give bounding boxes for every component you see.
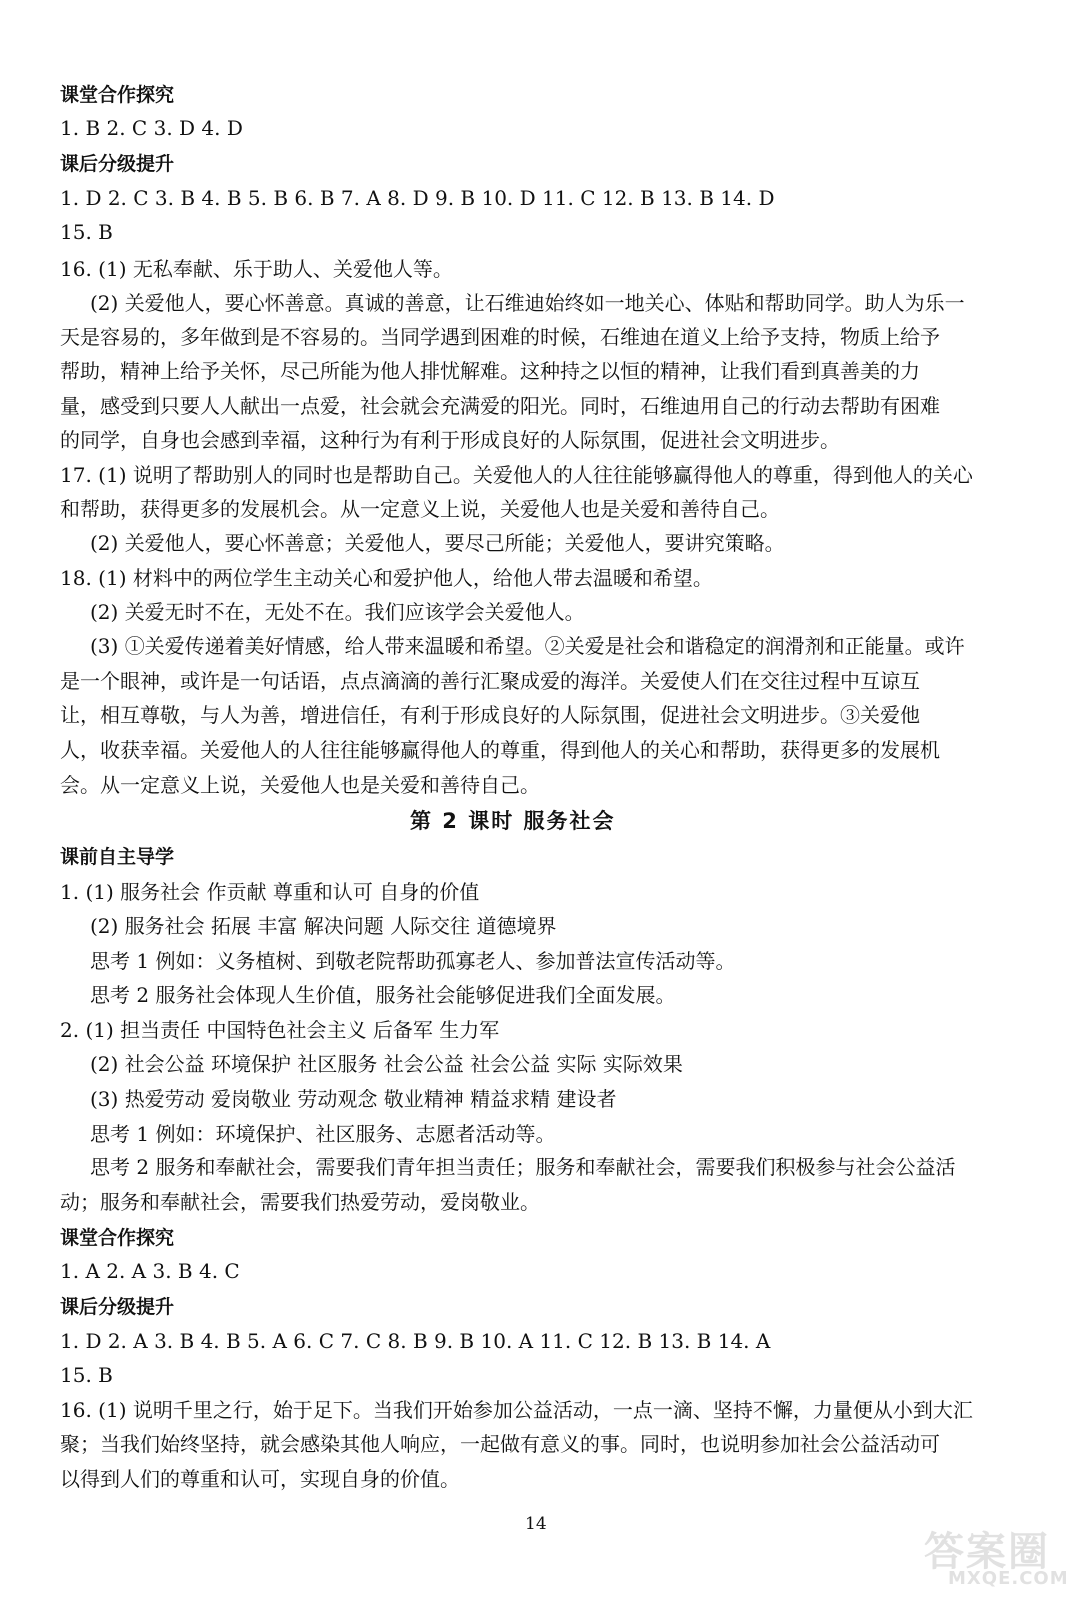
answer-line: 动；服务和奉献社会，需要我们热爱劳动，爱岗敬业。 [60,1190,540,1214]
answer-line: 15. B [60,220,113,244]
answer-line: 是一个眼神，或许是一句话语，点点滴滴的善行汇聚成爱的海洋。关爱使人们在交往过程中互谅互 [60,669,920,693]
section-heading: 课堂合作探究 [60,1227,175,1249]
answer-line: (2) 服务社会 拓展 丰富 解决问题 人际交往 道德境界 [90,914,557,938]
answer-line: 和帮助，获得更多的发展机会。从一定意义上说，关爱他人也是关爱和善待自己。 [60,497,780,521]
answer-line: 人，收获幸福。关爱他人的人往往能够赢得他人的尊重，得到他人的关心和帮助，获得更多的发展机 [60,738,940,762]
answer-line: (3) ①关爱传递着美好情感，给人带来温暖和希望。②关爱是社会和谐稳定的润滑剂和正能量。或许 [90,634,965,658]
answer-line: 15. B [60,1363,113,1387]
watermark-url: MXQE.COM [948,1568,1069,1589]
section-heading: 课前自主导学 [60,846,175,868]
answer-line: 17. (1) 说明了帮助别人的同时也是帮助自己。关爱他人的人往往能够赢得他人的尊重，得到他人的关心 [60,463,973,487]
answer-line: 思考 2 服务和奉献社会，需要我们青年担当责任；服务和奉献社会，需要我们积极参与社会公益活 [90,1155,956,1179]
answer-line: 天是容易的，多年做到是不容易的。当同学遇到困难的时候，石维迪在道义上给予支持，物质上给予 [60,325,940,349]
section-heading: 课后分级提升 [60,1296,175,1318]
answer-line: 量，感受到只要人人献出一点爱，社会就会充满爱的阳光。同时，石维迪用自己的行动去帮助有困难 [60,394,940,418]
answer-line: 以得到人们的尊重和认可，实现自身的价值。 [60,1467,460,1491]
watermark-text: 答案圈 [924,1529,1050,1575]
answer-line: 2. (1) 担当责任 中国特色社会主义 后备军 生力军 [60,1018,500,1042]
watermark-logo [918,1520,1068,1590]
answer-line: (2) 关爱他人，要心怀善意。真诚的善意，让石维迪始终如一地关心、体贴和帮助同学。助人为乐一 [90,291,965,315]
answer-line: 1. A 2. A 3. B 4. C [60,1259,240,1283]
answer-line: (2) 关爱他人，要心怀善意；关爱他人，要尽己所能；关爱他人，要讲究策略。 [90,531,785,555]
answer-line: 聚；当我们始终坚持，就会感染其他人响应，一起做有意义的事。同时，也说明参加社会公益活动可 [60,1432,940,1456]
answer-line: 的同学，自身也会感到幸福，这种行为有利于形成良好的人际氛围，促进社会文明进步。 [60,428,840,452]
answer-line: (2) 社会公益 环境保护 社区服务 社会公益 社会公益 实际 实际效果 [90,1052,683,1076]
answer-line: 1. B 2. C 3. D 4. D [60,116,243,140]
answer-line: 帮助，精神上给予关怀，尽己所能为他人排忧解难。这种持之以恒的精神，让我们看到真善美的力 [60,359,920,383]
answer-line: 思考 2 服务社会体现人生价值，服务社会能够促进我们全面发展。 [90,983,676,1007]
answer-line: 18. (1) 材料中的两位学生主动关心和爱护他人，给他人带去温暖和希望。 [60,566,713,590]
lesson-title: 第 2 课时 服务社会 [410,809,616,833]
answer-line: 16. (1) 无私奉献、乐于助人、关爱他人等。 [60,257,453,281]
answer-line: 让，相互尊敬，与人为善，增进信任，有利于形成良好的人际氛围，促进社会文明进步。③关爱他 [60,703,920,727]
section-heading: 课后分级提升 [60,153,175,175]
answer-line: 思考 1 例如：环境保护、社区服务、志愿者活动等。 [90,1122,556,1146]
answer-line: (2) 关爱无时不在，无处不在。我们应该学会关爱他人。 [90,600,585,624]
answer-line: 1. (1) 服务社会 作贡献 尊重和认可 自身的价值 [60,880,480,904]
section-heading: 课堂合作探究 [60,84,175,106]
answer-line: 16. (1) 说明千里之行，始于足下。当我们开始参加公益活动，一点一滴、坚持不懈，力量便从小到大汇 [60,1398,973,1422]
answer-line: 1. D 2. A 3. B 4. B 5. A 6. C 7. C 8. B 9. B 10. A 11. C 12. B 13. B 14. A [60,1329,771,1353]
page-number: 14 [525,1514,547,1534]
answer-line: 思考 1 例如：义务植树、到敬老院帮助孤寡老人、参加普法宣传活动等。 [90,949,736,973]
answer-line: 1. D 2. C 3. B 4. B 5. B 6. B 7. A 8. D 9. B 10. D 11. C 12. B 13. B 14. D [60,186,775,210]
answer-line: 会。从一定意义上说，关爱他人也是关爱和善待自己。 [60,773,540,797]
answer-line: (3) 热爱劳动 爱岗敬业 劳动观念 敬业精神 精益求精 建设者 [90,1087,617,1111]
